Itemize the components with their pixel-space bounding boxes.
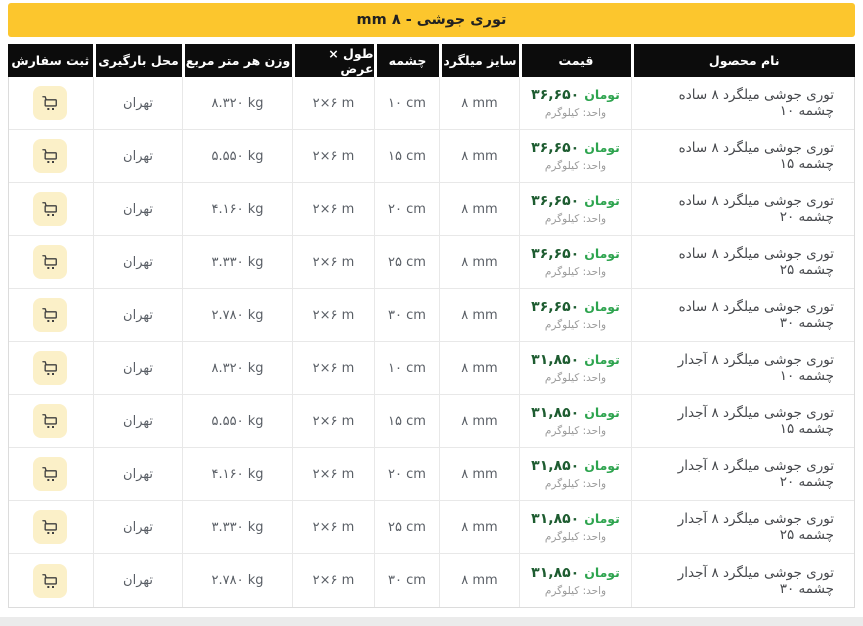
table-row [9, 342, 854, 395]
price-line [531, 87, 620, 103]
price-amount: ۳۱,۸۵۰ [531, 564, 580, 581]
price-currency: تومان [584, 140, 620, 155]
price-cell [519, 289, 631, 341]
product-name-cell [631, 130, 854, 182]
product-name: توری جوشی میلگرد ۸ ساده چشمه ۱۰ [678, 87, 834, 119]
price-line [531, 352, 620, 368]
dimensions-cell: ۲×۶ m [292, 342, 374, 394]
order-cell [7, 130, 93, 182]
price-unit-note: واحد: کیلوگرم [544, 213, 607, 225]
table-row [9, 130, 854, 183]
price-currency: تومان [584, 87, 620, 102]
column-header-location: محل بارگیری [94, 44, 183, 77]
price-cell [519, 183, 631, 235]
price-unit-note: واحد: کیلوگرم [544, 584, 607, 597]
order-cell [7, 183, 93, 235]
table-row [9, 77, 854, 130]
product-name: توری جوشی میلگرد ۸ ساده چشمه ۲۰ [678, 193, 834, 225]
table-row [9, 395, 854, 448]
table-row [9, 448, 854, 501]
add-to-cart-button[interactable] [33, 245, 67, 279]
column-header-weight: وزن هر متر مربع [183, 44, 293, 77]
add-to-cart-button[interactable] [33, 86, 67, 120]
price-line [531, 246, 620, 262]
table-title: توری جوشی - ۸ mm [356, 12, 507, 28]
shopping-cart-icon [40, 517, 60, 537]
add-to-cart-button[interactable] [33, 351, 67, 385]
table-row [9, 554, 854, 607]
mesh-size-cell: ۱۰ cm [374, 77, 439, 129]
rebar-size-cell: ۸ mm [439, 289, 519, 341]
column-header-price: قیمت [520, 44, 632, 77]
column-header-order: ثبت سفارش [8, 44, 94, 77]
loading-location-cell: تهران [93, 501, 182, 553]
price-amount: ۳۱,۸۵۰ [531, 405, 580, 421]
weight-cell: ۸.۳۲۰ kg [182, 77, 292, 129]
shopping-cart-icon [40, 146, 60, 166]
price-unit-note: واحد: کیلوگرم [544, 425, 607, 437]
mesh-size-cell: ۲۵ cm [374, 501, 439, 553]
price-amount: ۳۶,۶۵۰ [531, 140, 580, 156]
page-bottom-strip [0, 617, 863, 626]
order-cell [7, 77, 93, 129]
product-name: توری جوشی میلگرد ۸ آجدار چشمه ۱۰ [677, 352, 834, 384]
product-name: توری جوشی میلگرد ۸ ساده چشمه ۲۵ [678, 246, 834, 278]
dimensions-cell: ۲×۶ m [292, 554, 374, 607]
product-name: توری جوشی میلگرد ۸ آجدار چشمه ۲۵ [677, 511, 834, 543]
price-cell [519, 236, 631, 288]
dimensions-cell: ۲×۶ m [292, 501, 374, 553]
column-header-dimensions: طول × عرض [293, 44, 375, 77]
rebar-size-cell: ۸ mm [439, 448, 519, 500]
product-name-cell [631, 236, 854, 288]
price-unit-note: واحد: کیلوگرم [544, 107, 607, 119]
price-cell [519, 448, 631, 500]
table-body [8, 77, 855, 608]
price-unit-note: واحد: کیلوگرم [544, 266, 607, 278]
product-name: توری جوشی میلگرد ۸ آجدار چشمه ۱۵ [677, 405, 834, 437]
weight-cell: ۸.۳۲۰ kg [182, 342, 292, 394]
rebar-size-cell: ۸ mm [439, 77, 519, 129]
loading-location-cell: تهران [93, 289, 182, 341]
loading-location-cell: تهران [93, 77, 182, 129]
price-amount: ۳۶,۶۵۰ [531, 299, 580, 315]
weight-cell: ۲.۷۸۰ kg [182, 289, 292, 341]
shopping-cart-icon [40, 252, 60, 272]
rebar-size-cell: ۸ mm [439, 130, 519, 182]
mesh-size-cell: ۳۰ cm [374, 289, 439, 341]
add-to-cart-button[interactable] [33, 192, 67, 226]
dimensions-cell: ۲×۶ m [292, 130, 374, 182]
column-header-mesh: چشمه [375, 44, 440, 77]
price-amount: ۳۶,۶۵۰ [531, 246, 580, 262]
price-amount: ۳۱,۸۵۰ [531, 458, 580, 474]
price-line [531, 193, 620, 209]
shopping-cart-icon [40, 571, 60, 591]
dimensions-cell: ۲×۶ m [292, 448, 374, 500]
shopping-cart-icon [40, 411, 60, 431]
rebar-size-cell: ۸ mm [439, 501, 519, 553]
price-currency: تومان [584, 405, 620, 420]
price-cell [519, 130, 631, 182]
mesh-size-cell: ۱۵ cm [374, 130, 439, 182]
rebar-size-cell: ۸ mm [439, 395, 519, 447]
table-row [9, 236, 854, 289]
product-name-cell [631, 554, 854, 607]
rebar-size-cell: ۸ mm [439, 236, 519, 288]
loading-location-cell: تهران [93, 395, 182, 447]
product-name-cell [631, 183, 854, 235]
price-amount: ۳۱,۸۵۰ [531, 352, 580, 368]
weight-cell: ۴.۱۶۰ kg [182, 183, 292, 235]
price-currency: تومان [584, 564, 620, 580]
order-cell [7, 501, 93, 553]
price-unit-note: واحد: کیلوگرم [544, 372, 607, 384]
price-currency: تومان [584, 193, 620, 208]
loading-location-cell: تهران [93, 130, 182, 182]
mesh-size-cell: ۱۵ cm [374, 395, 439, 447]
product-name: توری جوشی میلگرد ۸ ساده چشمه ۳۰ [678, 299, 834, 331]
add-to-cart-button[interactable] [33, 564, 67, 598]
price-line [531, 565, 620, 581]
weight-cell: ۳.۳۳۰ kg [182, 236, 292, 288]
weight-cell: ۴.۱۶۰ kg [182, 448, 292, 500]
product-name-cell [631, 395, 854, 447]
product-name-cell [631, 77, 854, 129]
weight-cell: ۳.۳۳۰ kg [182, 501, 292, 553]
price-amount: ۳۶,۶۵۰ [531, 87, 580, 103]
price-cell [519, 554, 631, 607]
add-to-cart-button[interactable] [33, 510, 67, 544]
add-to-cart-button[interactable] [33, 404, 67, 438]
price-currency: تومان [584, 299, 620, 314]
weight-cell: ۵.۵۵۰ kg [182, 130, 292, 182]
price-currency: تومان [584, 246, 620, 261]
order-cell [7, 554, 93, 607]
shopping-cart-icon [40, 358, 60, 378]
dimensions-cell: ۲×۶ m [292, 77, 374, 129]
add-to-cart-button[interactable] [33, 457, 67, 491]
loading-location-cell: تهران [93, 554, 182, 607]
column-header-product-name: نام محصول [632, 44, 855, 77]
price-cell [519, 77, 631, 129]
product-name: توری جوشی میلگرد ۸ آجدار چشمه ۲۰ [677, 458, 834, 490]
loading-location-cell: تهران [93, 448, 182, 500]
table-row [9, 289, 854, 342]
shopping-cart-icon [40, 305, 60, 325]
mesh-size-cell: ۲۰ cm [374, 183, 439, 235]
price-line [531, 140, 620, 156]
dimensions-cell: ۲×۶ m [292, 289, 374, 341]
loading-location-cell: تهران [93, 342, 182, 394]
order-cell [7, 448, 93, 500]
mesh-size-cell: ۲۰ cm [374, 448, 439, 500]
table-header-row [8, 44, 855, 77]
weight-cell: ۵.۵۵۰ kg [182, 395, 292, 447]
mesh-size-cell: ۳۰ cm [374, 554, 439, 607]
price-unit-note: واحد: کیلوگرم [544, 319, 607, 331]
add-to-cart-button[interactable] [33, 298, 67, 332]
dimensions-cell: ۲×۶ m [292, 183, 374, 235]
price-unit-note: واحد: کیلوگرم [544, 478, 607, 490]
product-name: توری جوشی میلگرد ۸ آجدار چشمه ۳۰ [677, 564, 834, 597]
table-row [9, 501, 854, 554]
shopping-cart-icon [40, 464, 60, 484]
price-amount: ۳۶,۶۵۰ [531, 193, 580, 209]
loading-location-cell: تهران [93, 183, 182, 235]
price-cell [519, 501, 631, 553]
column-header-rebar-size: سایز میلگرد [440, 44, 520, 77]
order-cell [7, 342, 93, 394]
price-amount: ۳۱,۸۵۰ [531, 511, 580, 527]
price-cell [519, 342, 631, 394]
price-line [531, 405, 620, 421]
order-cell [7, 236, 93, 288]
shopping-cart-icon [40, 199, 60, 219]
price-line [531, 458, 620, 474]
rebar-size-cell: ۸ mm [439, 183, 519, 235]
shopping-cart-icon [40, 93, 60, 113]
order-cell [7, 395, 93, 447]
table-row [9, 183, 854, 236]
add-to-cart-button[interactable] [33, 139, 67, 173]
price-unit-note: واحد: کیلوگرم [544, 160, 607, 172]
product-name-cell [631, 289, 854, 341]
rebar-size-cell: ۸ mm [439, 342, 519, 394]
rebar-size-cell: ۸ mm [439, 554, 519, 607]
loading-location-cell: تهران [93, 236, 182, 288]
table-title-banner [8, 3, 855, 37]
order-cell [7, 289, 93, 341]
product-name-cell [631, 448, 854, 500]
dimensions-cell: ۲×۶ m [292, 395, 374, 447]
product-name-cell [631, 501, 854, 553]
price-currency: تومان [584, 511, 620, 526]
dimensions-cell: ۲×۶ m [292, 236, 374, 288]
weight-cell: ۲.۷۸۰ kg [182, 554, 292, 607]
product-name-cell [631, 342, 854, 394]
product-name: توری جوشی میلگرد ۸ ساده چشمه ۱۵ [678, 140, 834, 172]
price-currency: تومان [584, 352, 620, 367]
price-unit-note: واحد: کیلوگرم [544, 531, 607, 543]
price-line [531, 511, 620, 527]
price-currency: تومان [584, 458, 620, 473]
price-cell [519, 395, 631, 447]
price-line [531, 299, 620, 315]
mesh-size-cell: ۲۵ cm [374, 236, 439, 288]
mesh-size-cell: ۱۰ cm [374, 342, 439, 394]
